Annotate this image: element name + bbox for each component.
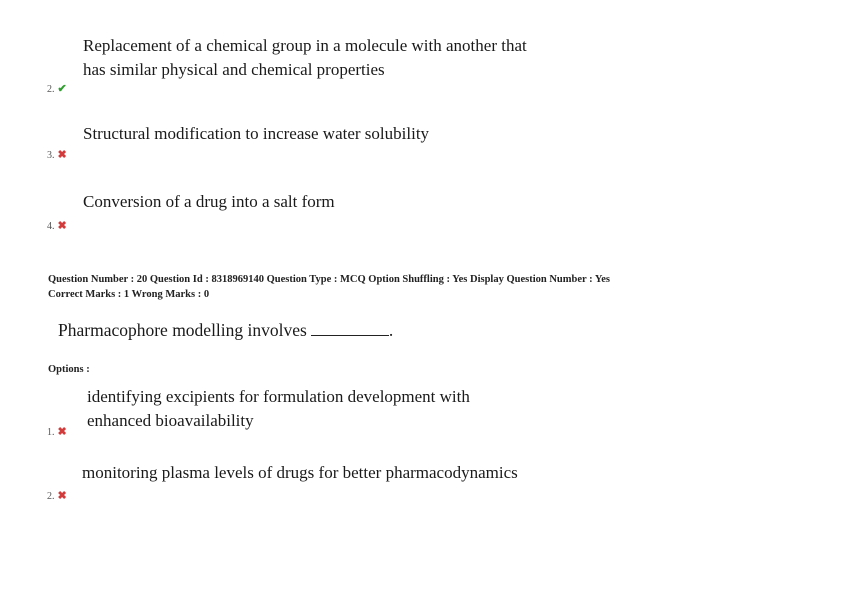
options-label: Options :: [48, 364, 90, 375]
question-meta-line1: Question Number : 20 Question Id : 8318969140 Question Type : MCQ Option Shuffling : Yes Display Question Number : Yes: [48, 274, 611, 285]
check-icon: ✔: [57, 83, 67, 95]
option-number: 4.: [47, 221, 55, 232]
option-3-text: [83, 122, 429, 146]
option-2b-text: [82, 461, 518, 485]
cross-icon: ✖: [57, 490, 67, 502]
option-text-line: enhanced bioavailability: [87, 411, 254, 430]
option-text-line: identifying excipients for formulation development with: [87, 387, 470, 406]
question-text-suffix: .: [388, 320, 394, 340]
option-number: 2.: [47, 84, 55, 95]
cross-icon: ✖: [57, 149, 67, 161]
option-text-line: monitoring plasma levels of drugs for better pharmacodynamics: [82, 463, 518, 482]
option-4-number: [47, 219, 67, 232]
question-meta-line2: Correct Marks : 1 Wrong Marks : 0: [48, 289, 210, 300]
cross-icon: ✖: [57, 220, 67, 232]
option-3-number: [47, 148, 67, 161]
option-number: 1.: [47, 427, 55, 438]
option-number: 2.: [47, 491, 55, 502]
option-1-text: [87, 385, 470, 433]
option-text-line: Replacement of a chemical group in a molecule with another that: [83, 36, 527, 55]
option-text-line: Structural modification to increase water solubility: [83, 124, 430, 143]
option-number: 3.: [47, 150, 55, 161]
option-2-number: [47, 82, 67, 95]
cross-icon: ✖: [57, 426, 67, 438]
option-text-line: has similar physical and chemical properties: [83, 60, 385, 79]
option-2-text: [83, 34, 527, 82]
answer-blank: [311, 321, 389, 336]
question-meta: [48, 272, 610, 302]
option-1-number: [47, 425, 67, 438]
question-text: [58, 320, 393, 341]
option-2b-number: [47, 489, 67, 502]
question-text-main: Pharmacophore modelling involves: [58, 320, 307, 340]
option-text-line: Conversion of a drug into a salt form: [83, 192, 335, 211]
option-4-text: [83, 190, 335, 214]
